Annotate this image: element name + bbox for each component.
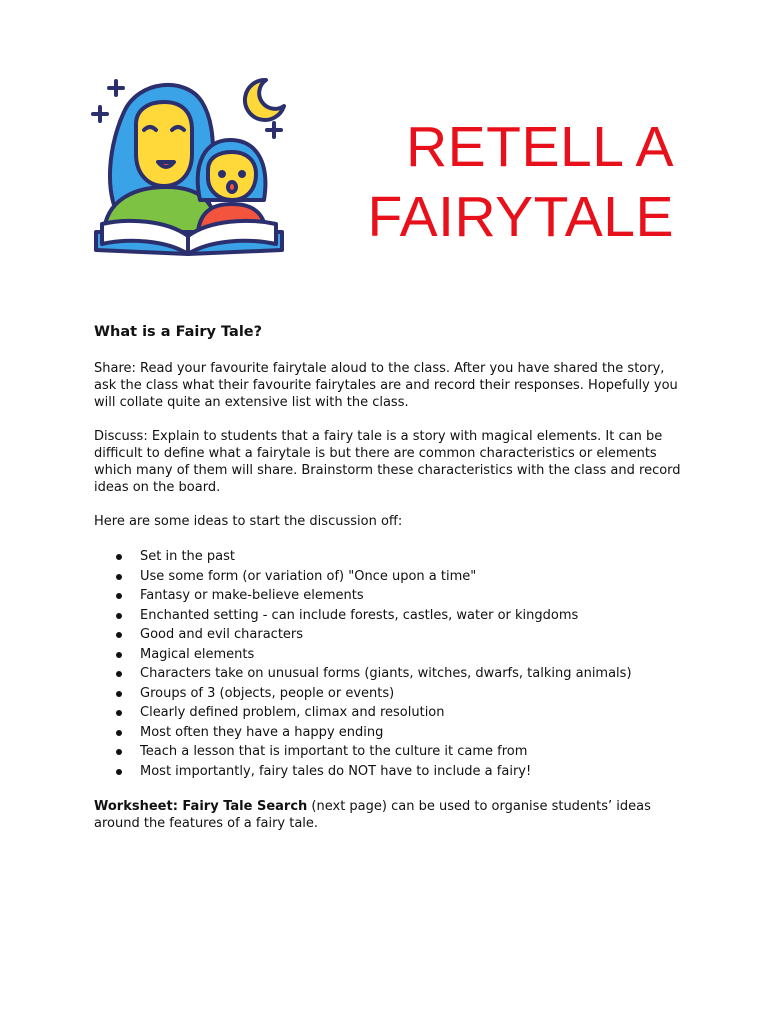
list-item [94,625,684,645]
list-item [94,567,684,587]
parent-reading-to-child-icon [88,72,290,262]
list-item [94,684,684,704]
list-item-text: Most often they have a happy ending [140,724,384,740]
section-heading: What is a Fairy Tale? [94,324,263,340]
list-item-text: Characters take on unusual forms (giants, witches, dwarfs, talking animals) [140,666,632,681]
bullet-icon [116,730,122,736]
list-item [94,723,684,743]
list-item [94,586,684,606]
bullet-icon [116,554,122,560]
list-item-text: Teach a lesson that is important to the culture it came from [140,744,528,759]
list-item [94,703,684,723]
list-item-text: Set in the past [140,549,236,564]
list-item-text: Clearly defined problem, climax and resolution [140,705,445,720]
list-item-text: Fantasy or make-believe elements [140,588,364,603]
title-line-1: RETELL A [405,115,674,179]
intro-line: Here are some ideas to start the discussion off: [94,514,403,529]
title-line-2: FAIRYTALE [367,185,674,249]
bullet-icon [116,769,122,775]
list-item [94,762,684,782]
ideas-list [94,547,684,781]
document-body [94,322,684,849]
list-item [94,547,684,567]
list-item-text: Magical elements [140,646,255,662]
bullet-icon [116,613,122,619]
list-item [94,645,684,665]
bullet-icon [116,691,122,697]
bullet-icon [116,749,122,755]
list-item [94,664,684,684]
list-item-text: Groups of 3 (objects, people or events) [140,685,395,701]
discuss-paragraph: Discuss: Explain to students that a fairy tale is a story with magical elements. It can be difficult to define what a fairytale is but there are common characteristics or elements which many of them will share. Brainstorm these characteristics with the class and record ideas on the board. [94,429,681,495]
bullet-icon [116,593,122,599]
share-paragraph: Share: Read your favourite fairytale aloud to the class. After you have shared the story, ask the class what their favourite fairytales are and record their responses. Hopefully you will collate quite an extensive list with the class. [94,361,678,410]
worksheet-paragraph [94,798,684,832]
bullet-icon [116,632,122,638]
list-item-text: Good and evil characters [140,627,304,642]
list-item [94,606,684,626]
worksheet-text: (next page) can be used to organise students’ ideas around the features of a fairy tale. [94,799,651,831]
list-item-text: Enchanted setting - can include forests, castles, water or kingdoms [140,607,579,623]
list-item-text: Use some form (or variation of) "Once upon a time" [140,568,477,584]
bullet-icon [116,574,122,580]
bullet-icon [116,652,122,658]
list-item [94,742,684,762]
page-title [314,112,674,252]
worksheet-label: Worksheet: Fairy Tale Search [94,799,308,814]
list-item-text: Most importantly, fairy tales do NOT have to include a fairy! [140,763,532,779]
bullet-icon [116,671,122,677]
bullet-icon [116,710,122,716]
